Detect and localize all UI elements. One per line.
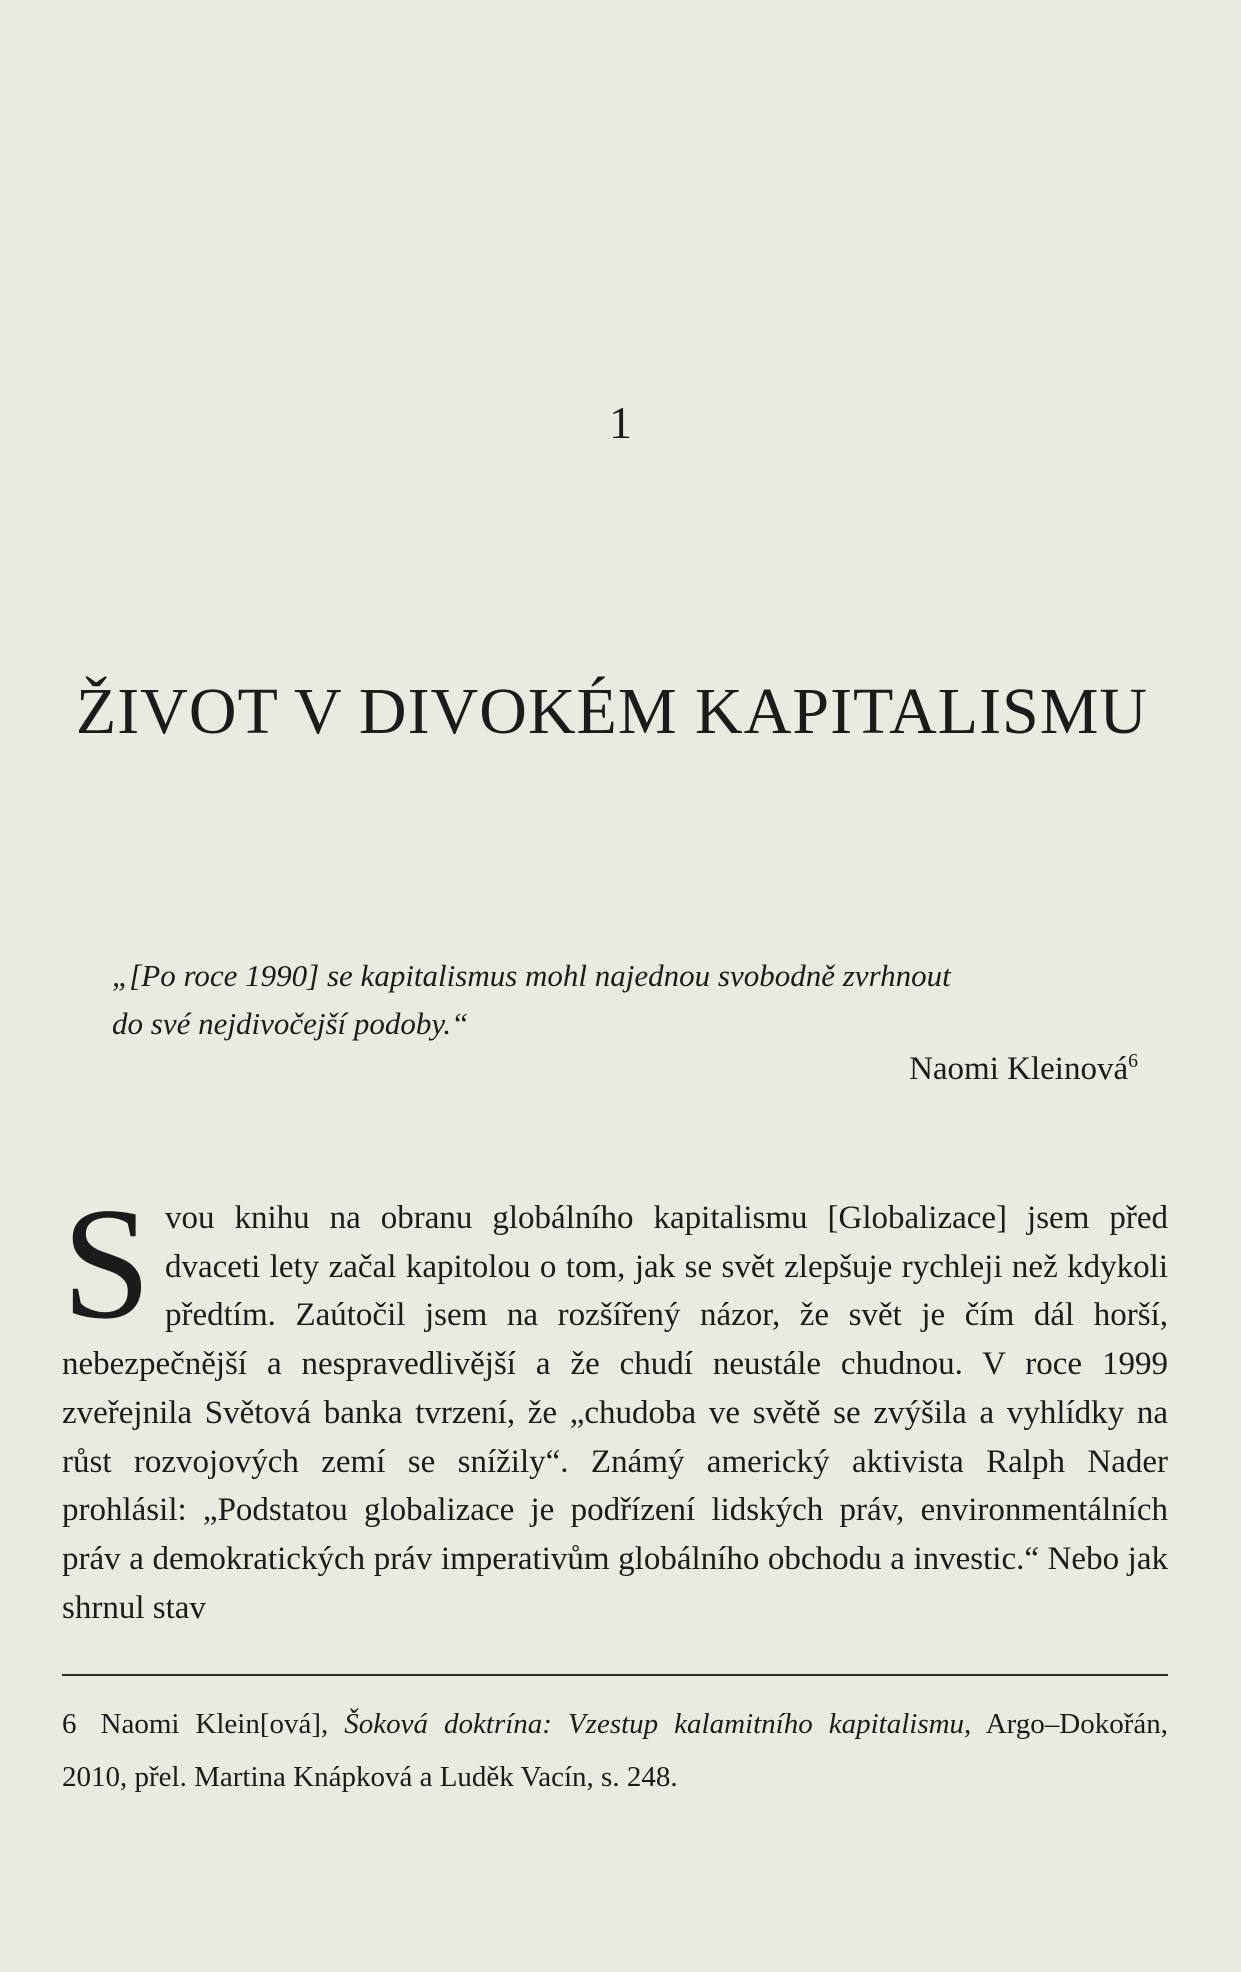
footnote-publication: , Argo–Dokořán, 2010, přel. Martina Knápková a Luděk Vacín, s. 248.	[62, 1708, 1168, 1793]
drop-cap: S	[62, 1174, 151, 1352]
chapter-number: 1	[609, 397, 632, 448]
epigraph-line-1: „[Po roce 1990] se kapitalismus mohl najednou svobodně zvrhnout	[112, 958, 951, 993]
epigraph-author	[650, 1045, 1138, 1093]
footnote-number: 6	[62, 1708, 77, 1740]
footnote-divider	[62, 1674, 1168, 1676]
body-text: vou knihu na obranu globálního kapitalismu [Globalizace] jsem před dvaceti lety začal kapitolou o tom, jak se svět zlepšuje rychleji než kdykoli předtím. Zaútočil jsem na rozšířený názor, že svět je čím dál horší, nebezpečnější a nespravedlivější a že chudí neustále chudnou. V roce 1999 zveřejnila Světová banka tvrzení, že „chudoba ve světě se zvýšila a vyhlídky na růst rozvojových zemí se snížily“. Známý americký aktivista Ralph Nader prohlásil: „Podstatou globalizace je podřízení lidských práv, environmentálních práv a demokratických práv imperativům globálního obchodu a investic.“ Nebo jak shrnul stav	[62, 1200, 1168, 1626]
epigraph-quote	[112, 952, 1152, 1048]
footnote-work-title: Šoková doktrína: Vzestup kalamitního kapitalismu	[344, 1708, 965, 1740]
body-paragraph	[62, 1174, 1168, 1632]
epigraph-line-2: do své nejdivočejší podoby.“	[112, 1006, 469, 1041]
footnote-reference: 6	[1128, 1050, 1138, 1072]
chapter-title: ŽIVOT V DIVOKÉM KAPITALISMU	[75, 675, 1149, 748]
epigraph-author-name: Naomi Kleinová	[909, 1051, 1129, 1087]
footnote-author: Naomi Klein[ová],	[100, 1708, 329, 1740]
footnote	[62, 1698, 1168, 1804]
